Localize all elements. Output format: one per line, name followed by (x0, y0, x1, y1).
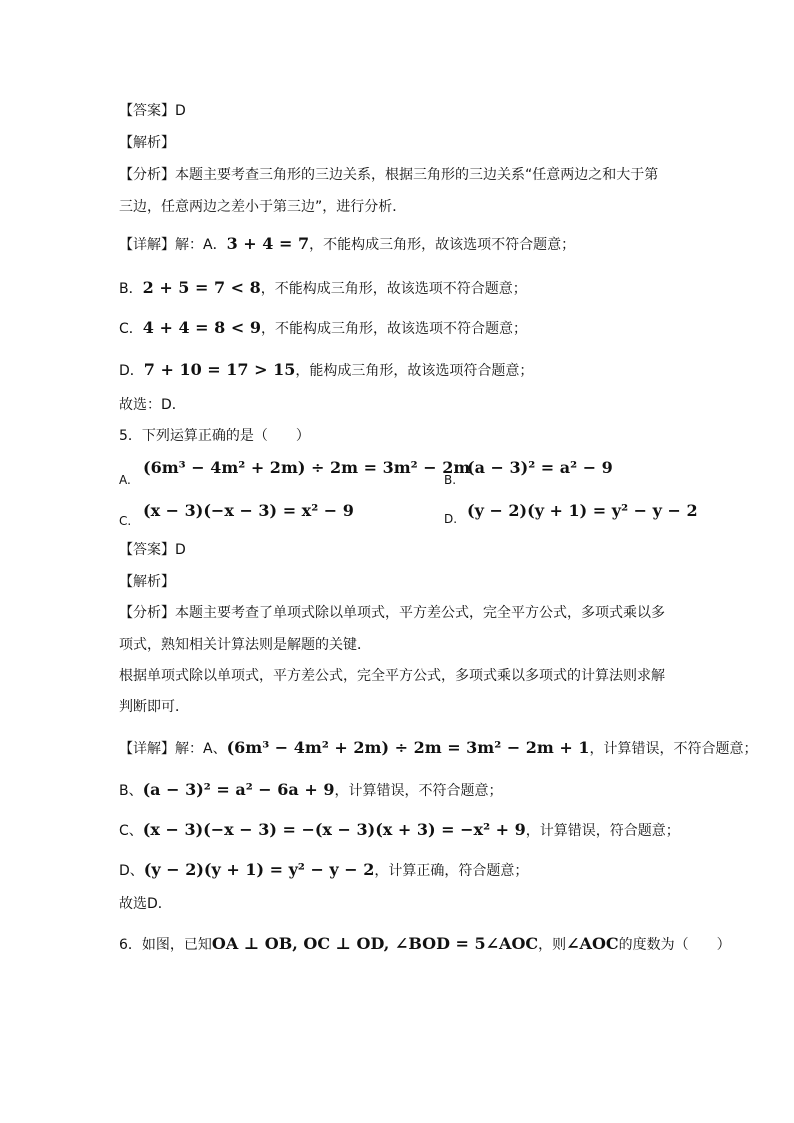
q4-choose: 故选：D． (119, 397, 186, 413)
q5-analysis-line-4: 判断即可． (119, 699, 189, 715)
q4-d-label: D． (119, 363, 144, 379)
q5-detail-b (119, 780, 502, 801)
q5-dd-text: ，计算正确，符合题意； (374, 863, 529, 879)
q5-option-c-math: (x − 3)(−x − 3) = x² − 9 (143, 501, 354, 520)
q5-analysis-line-2: 项式，熟知相关计算法则是解题的关键． (119, 637, 371, 653)
q5-detail-a (119, 738, 758, 759)
q5-option-b-label: B. (444, 473, 457, 487)
q4-c-label: C． (119, 321, 143, 337)
q6-stem-mid: ，则 (538, 937, 567, 953)
q5-db-label: B、 (119, 783, 143, 799)
q4-c-math: 4 + 4 = 8 < 9 (142, 318, 261, 337)
q5-option-c-label: C. (119, 514, 132, 528)
q5-analysis-line-3: 根据单项式除以单项式，平方差公式，完全平方公式，多项式乘以多项式的计算法则求解 (119, 668, 665, 684)
q4-detail-c (119, 318, 527, 339)
q5-option-a-math: (6m³ − 4m² + 2m) ÷ 2m = 3m² − 2m (143, 458, 471, 477)
q5-db-math: (a − 3)² = a² − 6a + 9 (142, 780, 335, 799)
q4-b-label: B． (119, 281, 143, 297)
q4-detail-prefix: 【详解】解：A． (119, 237, 227, 253)
q5-dc-math: (x − 3)(−x − 3) = −(x − 3)(x + 3) = −x² + 9 (142, 820, 526, 839)
q4-d-text: ，能构成三角形，故该选项符合题意； (295, 363, 534, 379)
q5-detail-d (119, 860, 528, 881)
q6-stem-prefix: 6．如图，已知 (119, 937, 212, 953)
q4-answer: 【答案】D (119, 103, 186, 119)
q4-a-text: ，不能构成三角形，故该选项不符合题意； (309, 237, 576, 253)
q5-option-a-label: A. (119, 473, 131, 487)
q5-option-d-label: D. (444, 512, 458, 526)
q4-detail-d (119, 360, 533, 381)
q5-db-text: ，计算错误，不符合题意； (334, 783, 503, 799)
q5-detail-prefix: 【详解】解：A、 (119, 741, 227, 757)
q4-b-text: ，不能构成三角形，故该选项不符合题意； (260, 281, 527, 297)
q6-stem-suffix: 的度数为（ ） (618, 937, 731, 953)
q4-c-text: ，不能构成三角形，故该选项不符合题意； (260, 321, 527, 337)
q5-dd-label: D、 (119, 863, 144, 879)
q6-stem-math-2: ∠AOC (566, 934, 619, 953)
q4-analysis-line-1: 【分析】本题主要考查三角形的三边关系，根据三角形的三边关系“任意两边之和大于第 (119, 167, 659, 183)
q4-a-math: 3 + 4 = 7 (226, 234, 310, 253)
q5-da-text: ，计算错误，不符合题意； (589, 741, 758, 757)
q5-dc-label: C、 (119, 823, 143, 839)
q5-dc-text: ，计算错误，符合题意； (525, 823, 680, 839)
q5-answer: 【答案】D (119, 542, 186, 558)
q4-detail-a (119, 234, 575, 255)
q4-b-math: 2 + 5 = 7 < 8 (142, 278, 261, 297)
q5-stem: 5．下列运算正确的是（ ） (119, 428, 310, 444)
q5-option-d-math: (y − 2)(y + 1) = y² − y − 2 (467, 501, 698, 520)
q4-analysis-line-2: 三边，任意两边之差小于第三边”，进行分析． (119, 199, 407, 215)
q5-option-b-math: (a − 3)² = a² − 9 (467, 458, 613, 477)
q5-da-math: (6m³ − 4m² + 2m) ÷ 2m = 3m² − 2m + 1 (226, 738, 590, 757)
q5-choose: 故选D． (119, 896, 172, 912)
q4-detail-b (119, 278, 527, 299)
q4-analysis-heading: 【解析】 (119, 135, 175, 151)
q4-d-math: 7 + 10 = 17 > 15 (143, 360, 296, 379)
q5-dd-math: (y − 2)(y + 1) = y² − y − 2 (143, 860, 375, 879)
q5-analysis-line-1: 【分析】本题主要考查了单项式除以单项式，平方差公式，完全平方公式，多项式乘以多 (119, 605, 665, 621)
q5-detail-c (119, 820, 680, 841)
q6-stem (119, 934, 731, 955)
q5-analysis-heading: 【解析】 (119, 574, 175, 590)
q6-stem-math: OA ⊥ OB, OC ⊥ OD, ∠BOD = 5∠AOC (211, 934, 539, 953)
